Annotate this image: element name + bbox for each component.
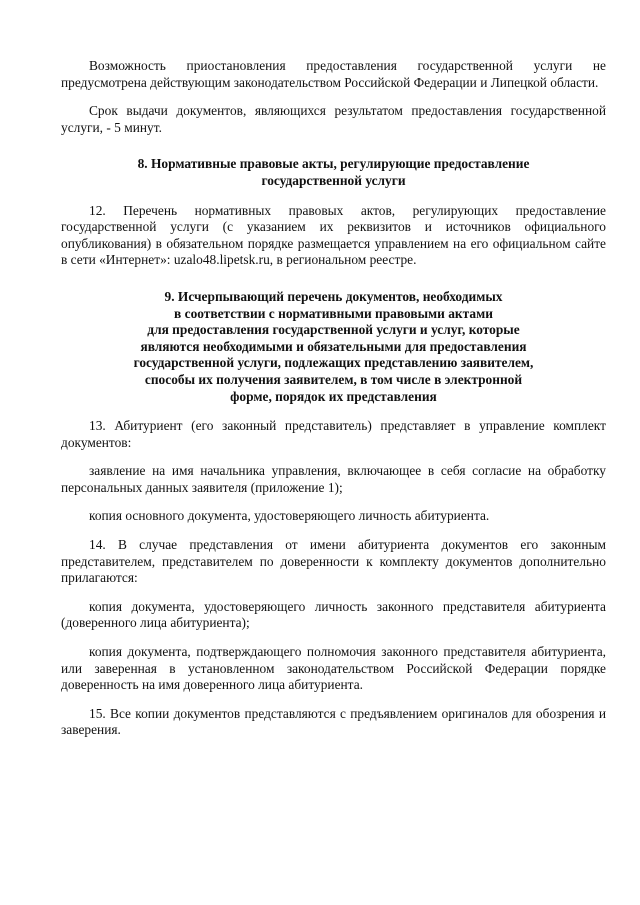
paragraph-application: заявление на имя начальника управления, включающее в себя согласие на обработку персональных данных заявителя (приложение 1); [61, 463, 606, 495]
paragraph-15: 15. Все копии документов представляются с предъявлением оригиналов для обозрения и заверения. [61, 705, 606, 738]
section-9-heading-line: являются необходимыми и обязательными для предоставления [140, 338, 527, 354]
paragraph-authority-copy: копия документа, подтверждающего полномочия законного представителя абитуриента, или заверенная в установленном законодательством Российской Федерации порядке доверенность на имя доверенного лица абитуриента. [61, 644, 606, 693]
section-9-heading-line: государственной услуги, подлежащих представлению заявителем, [133, 355, 534, 371]
paragraph-issue-term: Срок выдачи документов, являющихся результатом предоставления государственной услуги, - 5 минут. [61, 103, 606, 135]
section-9-heading-line: для предоставления государственной услуги и услуг, которые [147, 322, 520, 338]
section-9-heading-line: форме, порядок их представления [230, 388, 437, 404]
section-8-heading-line: 8. Нормативные правовые акты, регулирующие предоставление [137, 156, 530, 172]
section-8-heading [61, 156, 606, 189]
section-9-heading [61, 289, 606, 405]
section-9-heading-line: способы их получения заявителем, в том числе в электронной [144, 371, 523, 387]
paragraph-representative-id: копия документа, удостоверяющего личность законного представителя абитуриента (доверенного лица абитуриента); [61, 598, 606, 631]
paragraph-id-copy: копия основного документа, удостоверяющего личность абитуриента. [89, 508, 490, 524]
paragraph-14: 14. В случае представления от имени абитуриента документов его законным представителем, представителем по доверенности к комплекту документов дополнительно прилагаются: [61, 537, 606, 586]
paragraph-13: 13. Абитуриент (его законный представитель) представляет в управление комплект документов: [61, 418, 606, 450]
section-9-heading-line: в соответствии с нормативными правовыми актами [174, 305, 493, 321]
section-8-heading-line: государственной услуги [261, 172, 406, 188]
paragraph-12: 12. Перечень нормативных правовых актов, регулирующих предоставление государственной услуги (с указанием их реквизитов и источников официального опубликования) в обязательном порядке размещается управлением на его официальном сайте в сети «Интернет»: uzalo48.lipetsk.ru, в региональном реестре. [61, 202, 606, 268]
paragraph-suspension: Возможность приостановления предоставления государственной услуги не предусмотрена действующим законодательством Российской Федерации и Липецкой области. [61, 58, 606, 90]
section-9-heading-line: 9. Исчерпывающий перечень документов, необходимых [164, 288, 503, 304]
document-page [61, 58, 606, 751]
